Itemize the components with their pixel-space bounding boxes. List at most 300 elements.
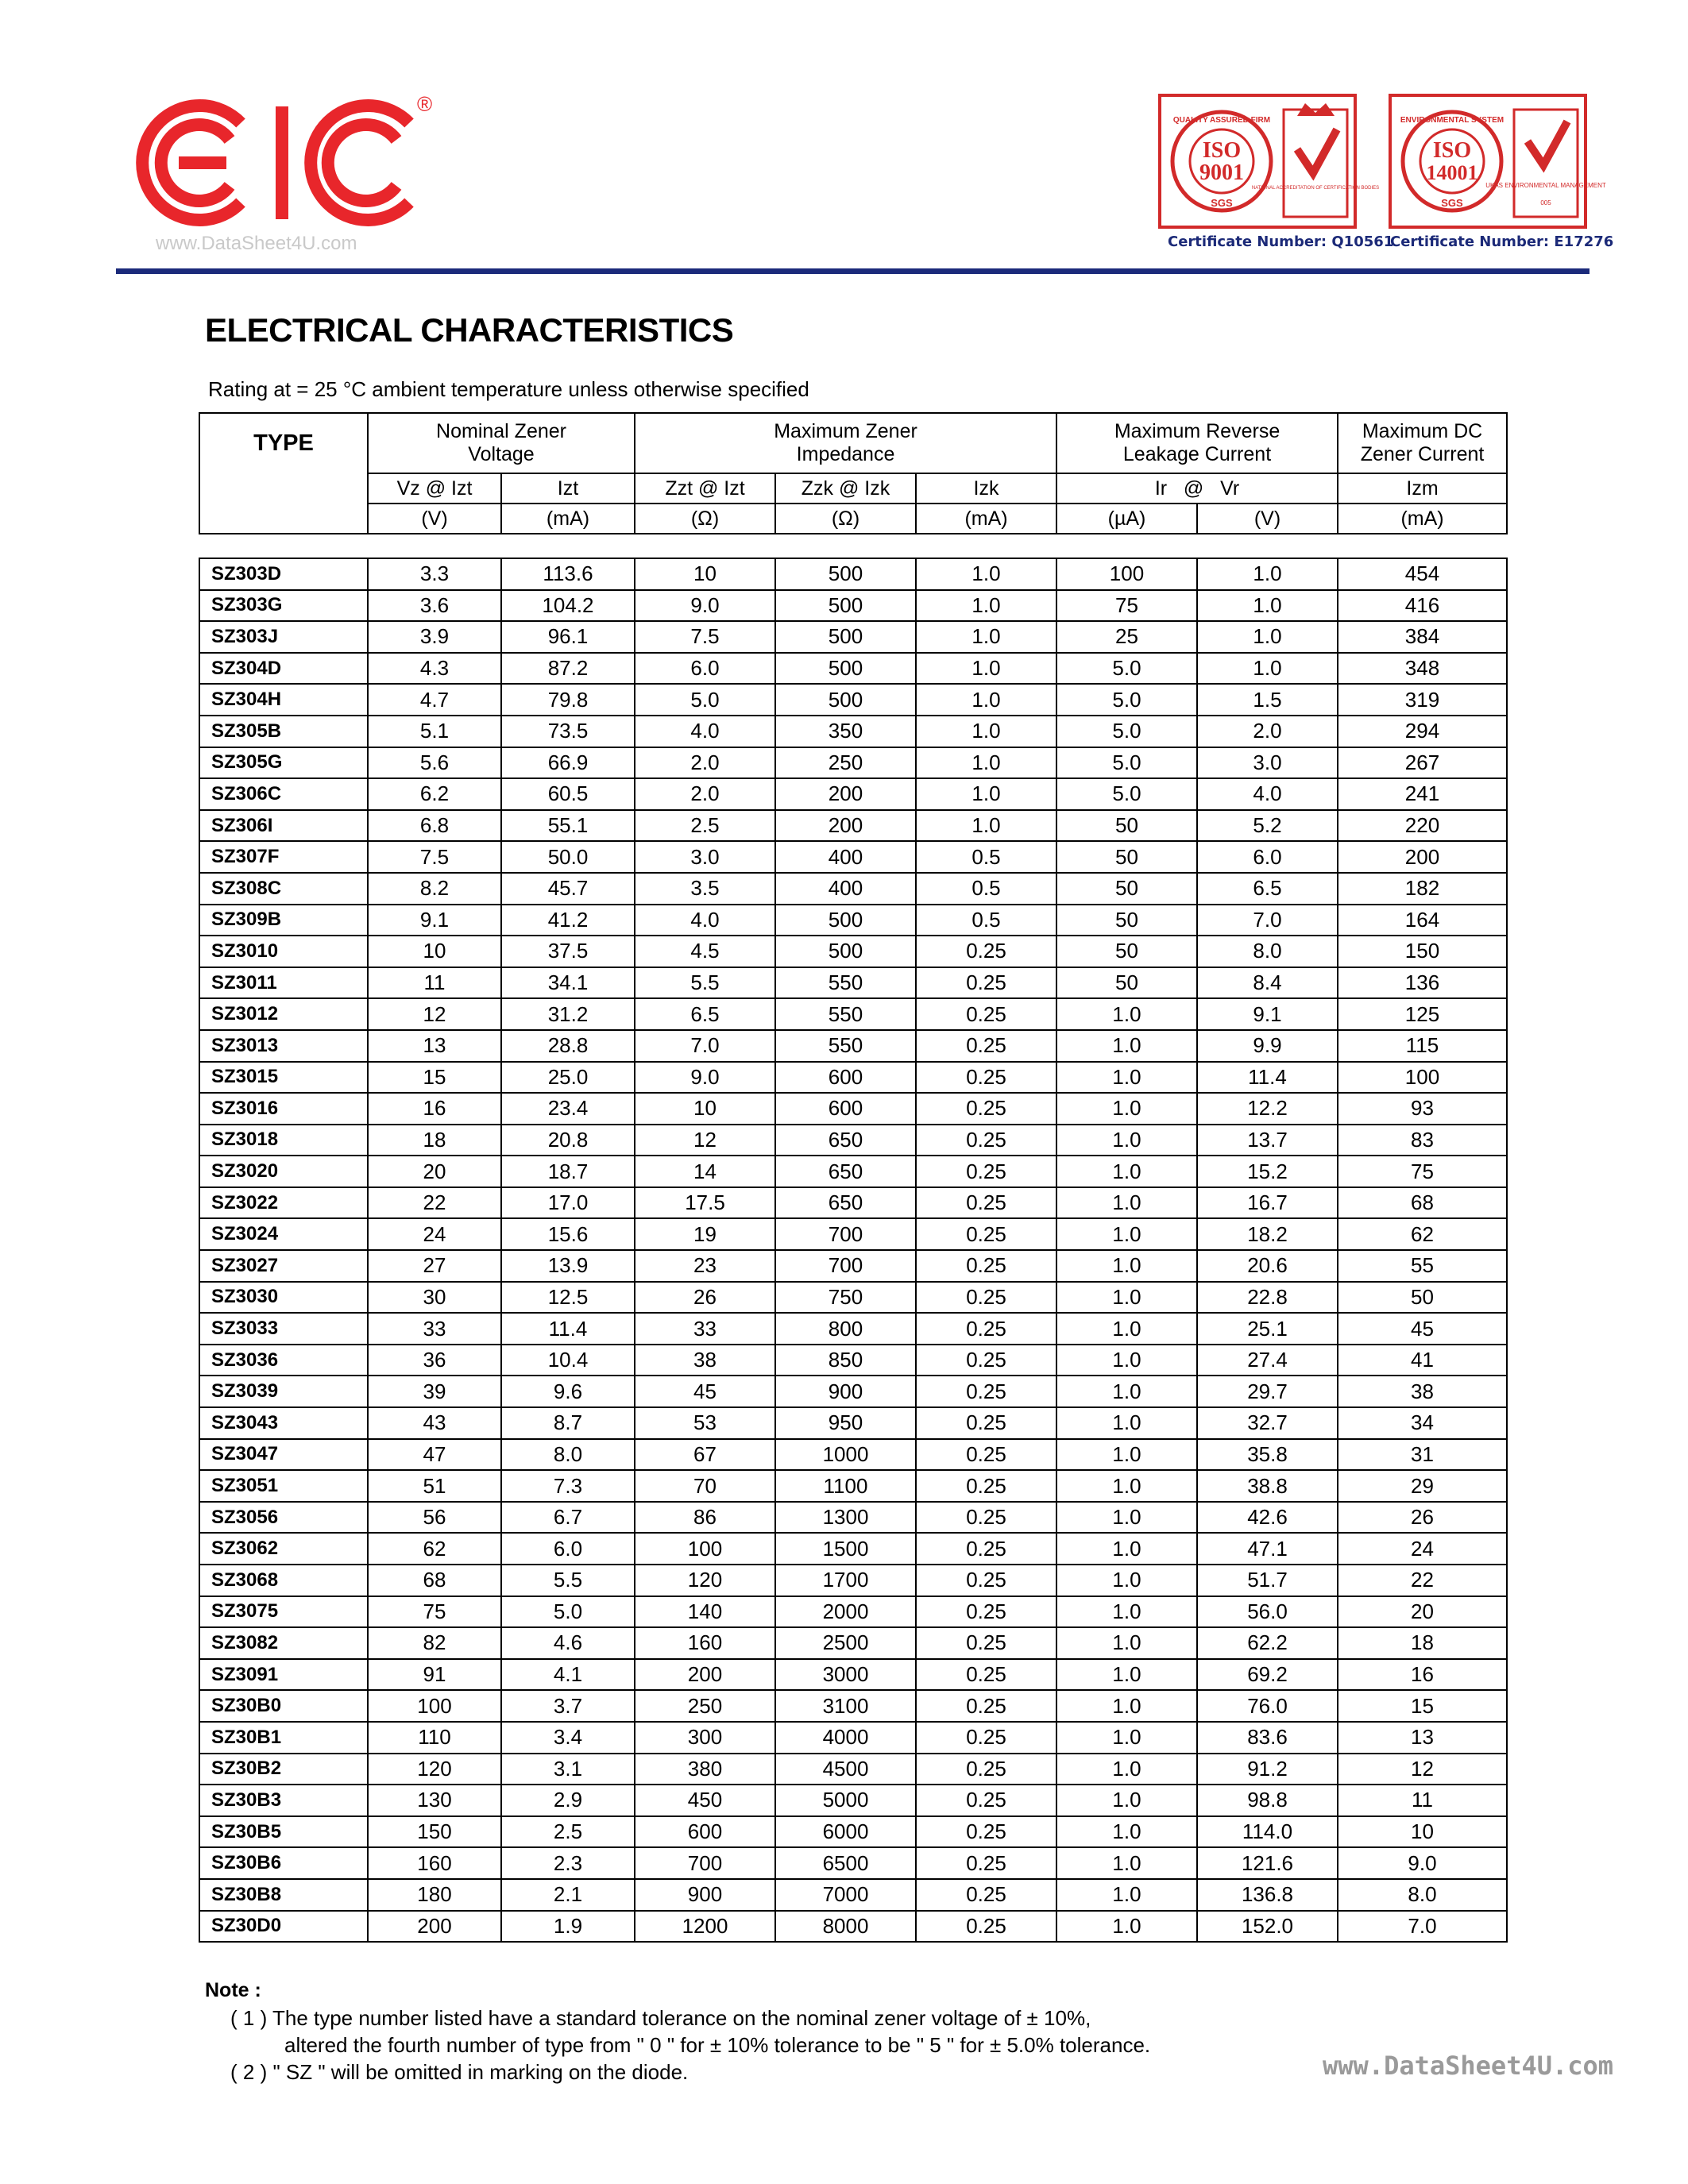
cell-izt: 13.9 <box>501 1250 635 1282</box>
cell-izt: 55.1 <box>501 810 635 842</box>
cell-type: SZ308C <box>199 873 368 905</box>
cell-type: SZ3016 <box>199 1093 368 1125</box>
table-row <box>199 905 1507 936</box>
cell-ir: 1.0 <box>1056 1407 1197 1439</box>
table-row <box>199 1785 1507 1816</box>
cell-vz: 4.3 <box>368 653 501 685</box>
cell-izt: 41.2 <box>501 905 635 936</box>
cell-izm: 267 <box>1338 747 1507 779</box>
cell-izt: 25.0 <box>501 1062 635 1094</box>
cell-izk: 0.25 <box>916 1218 1056 1250</box>
note-2: ( 2 ) " SZ " will be omitted in marking on the diode. <box>230 2060 689 2084</box>
cell-vr: 114.0 <box>1197 1816 1338 1848</box>
table-row <box>199 873 1507 905</box>
table-row <box>199 841 1507 873</box>
cell-zzk: 600 <box>775 1093 916 1125</box>
cell-zzt: 17.5 <box>635 1187 775 1219</box>
cell-izm: 348 <box>1338 653 1507 685</box>
cell-izk: 0.5 <box>916 905 1056 936</box>
cell-vr: 76.0 <box>1197 1690 1338 1722</box>
cell-zzt: 86 <box>635 1502 775 1534</box>
cell-vr: 62.2 <box>1197 1627 1338 1659</box>
cell-zzk: 500 <box>775 905 916 936</box>
cell-vr: 56.0 <box>1197 1596 1338 1628</box>
unit-v: (V) <box>1197 504 1338 534</box>
cell-izt: 12.5 <box>501 1282 635 1314</box>
cell-zzk: 1300 <box>775 1502 916 1534</box>
cell-zzt: 7.0 <box>635 1030 775 1062</box>
watermark-bottom: www.DataSheet4U.com <box>1323 2051 1614 2081</box>
cell-vz: 20 <box>368 1156 501 1187</box>
cell-zzk: 400 <box>775 873 916 905</box>
cell-ir: 1.0 <box>1056 1093 1197 1125</box>
cell-izm: 62 <box>1338 1218 1507 1250</box>
cell-vz: 5.6 <box>368 747 501 779</box>
cert2-side: UKAS ENVIRONMENTAL MANAGEMENT <box>1485 182 1606 189</box>
cell-izt: 2.5 <box>501 1816 635 1848</box>
cell-vz: 33 <box>368 1313 501 1345</box>
table-row <box>199 653 1507 685</box>
cell-izk: 0.25 <box>916 1439 1056 1471</box>
cert2-code: 005 <box>1540 199 1551 206</box>
cell-izk: 0.25 <box>916 1816 1056 1848</box>
cell-zzt: 53 <box>635 1407 775 1439</box>
eic-logo <box>147 87 433 238</box>
table-row <box>199 558 1507 590</box>
cell-izt: 37.5 <box>501 936 635 967</box>
cell-vz: 56 <box>368 1502 501 1534</box>
cell-zzk: 250 <box>775 747 916 779</box>
cell-ir: 1.0 <box>1056 1062 1197 1094</box>
table-row <box>199 1156 1507 1187</box>
cell-izm: 384 <box>1338 621 1507 653</box>
cell-zzt: 450 <box>635 1785 775 1816</box>
cell-izm: 416 <box>1338 590 1507 622</box>
cert1-side: NATIONAL ACCREDITATION OF CERTIFICATION BODIES <box>1251 186 1380 191</box>
cell-type: SZ30D0 <box>199 1911 368 1943</box>
cell-izm: 75 <box>1338 1156 1507 1187</box>
cell-ir: 1.0 <box>1056 1785 1197 1816</box>
cell-vr: 27.4 <box>1197 1345 1338 1376</box>
cell-izk: 0.25 <box>916 1313 1056 1345</box>
cell-type: SZ3047 <box>199 1439 368 1471</box>
cell-vz: 200 <box>368 1911 501 1943</box>
cell-izk: 0.25 <box>916 1376 1056 1407</box>
type-header-blank <box>199 473 368 534</box>
cell-izm: 11 <box>1338 1785 1507 1816</box>
cell-vz: 18 <box>368 1125 501 1156</box>
cell-type: SZ3012 <box>199 998 368 1030</box>
cell-izt: 18.7 <box>501 1156 635 1187</box>
cell-vz: 3.6 <box>368 590 501 622</box>
unit-ua: (µA) <box>1056 504 1197 534</box>
cell-izt: 73.5 <box>501 716 635 747</box>
cell-vr: 91.2 <box>1197 1754 1338 1785</box>
table-row <box>199 1062 1507 1094</box>
cell-izt: 45.7 <box>501 873 635 905</box>
maximum-dc-zener-current-header: Maximum DC Zener Current <box>1338 413 1507 473</box>
cell-izk: 0.25 <box>916 1911 1056 1943</box>
cell-ir: 5.0 <box>1056 747 1197 779</box>
cell-vr: 51.7 <box>1197 1565 1338 1596</box>
cell-vz: 160 <box>368 1847 501 1879</box>
cell-zzk: 350 <box>775 716 916 747</box>
cell-zzt: 1200 <box>635 1911 775 1943</box>
cell-vr: 25.1 <box>1197 1313 1338 1345</box>
cell-izt: 28.8 <box>501 1030 635 1062</box>
iso14001-certificate-badge <box>1389 94 1606 229</box>
param-zzk-izk: Zzk @ Izk <box>775 473 916 504</box>
cell-type: SZ3056 <box>199 1502 368 1534</box>
cell-ir: 1.0 <box>1056 1847 1197 1879</box>
cell-izt: 3.1 <box>501 1754 635 1785</box>
cell-type: SZ30B1 <box>199 1722 368 1754</box>
cell-vz: 130 <box>368 1785 501 1816</box>
cell-zzk: 1100 <box>775 1470 916 1502</box>
cell-izt: 96.1 <box>501 621 635 653</box>
cell-zzt: 600 <box>635 1816 775 1848</box>
cell-izt: 4.6 <box>501 1627 635 1659</box>
cell-izt: 6.0 <box>501 1533 635 1565</box>
cell-izk: 0.25 <box>916 1407 1056 1439</box>
cell-izk: 0.25 <box>916 1847 1056 1879</box>
cell-ir: 5.0 <box>1056 778 1197 810</box>
cell-type: SZ3036 <box>199 1345 368 1376</box>
cell-izk: 0.25 <box>916 1785 1056 1816</box>
cell-izk: 1.0 <box>916 684 1056 716</box>
param-izm: Izm <box>1338 473 1507 504</box>
cell-izt: 2.1 <box>501 1879 635 1911</box>
cell-izk: 1.0 <box>916 778 1056 810</box>
cell-izt: 9.6 <box>501 1376 635 1407</box>
rating-conditions: Rating at = 25 °C ambient temperature unless otherwise specified <box>208 377 809 401</box>
cell-zzk: 850 <box>775 1345 916 1376</box>
cell-vz: 10 <box>368 936 501 967</box>
cell-izm: 18 <box>1338 1627 1507 1659</box>
cell-vr: 6.0 <box>1197 841 1338 873</box>
cell-vr: 5.2 <box>1197 810 1338 842</box>
cell-vz: 12 <box>368 998 501 1030</box>
cell-zzk: 700 <box>775 1218 916 1250</box>
table-row <box>199 1345 1507 1376</box>
cell-type: SZ3011 <box>199 967 368 999</box>
table-row <box>199 1218 1507 1250</box>
cell-ir: 1.0 <box>1056 1596 1197 1628</box>
cell-izt: 6.7 <box>501 1502 635 1534</box>
cell-izt: 17.0 <box>501 1187 635 1219</box>
cell-zzk: 3000 <box>775 1659 916 1691</box>
cell-zzt: 12 <box>635 1125 775 1156</box>
param-izt: Izt <box>501 473 635 504</box>
cell-izk: 0.25 <box>916 1093 1056 1125</box>
unit-ohm: (Ω) <box>775 504 916 534</box>
cell-zzk: 550 <box>775 998 916 1030</box>
cell-zzk: 500 <box>775 590 916 622</box>
cell-vz: 82 <box>368 1627 501 1659</box>
cell-ir: 50 <box>1056 841 1197 873</box>
cell-izk: 0.25 <box>916 1030 1056 1062</box>
cell-izm: 68 <box>1338 1187 1507 1219</box>
cell-vz: 8.2 <box>368 873 501 905</box>
cell-ir: 1.0 <box>1056 1565 1197 1596</box>
cell-izt: 60.5 <box>501 778 635 810</box>
cell-vr: 152.0 <box>1197 1911 1338 1943</box>
cell-vr: 35.8 <box>1197 1439 1338 1471</box>
cell-izk: 0.25 <box>916 1125 1056 1156</box>
cell-ir: 5.0 <box>1056 653 1197 685</box>
cell-ir: 1.0 <box>1056 998 1197 1030</box>
cell-izk: 0.25 <box>916 1250 1056 1282</box>
cell-type: SZ303G <box>199 590 368 622</box>
cell-type: SZ3013 <box>199 1030 368 1062</box>
cell-zzt: 38 <box>635 1345 775 1376</box>
table-row <box>199 1879 1507 1911</box>
cell-izm: 34 <box>1338 1407 1507 1439</box>
table-row <box>199 810 1507 842</box>
table-row <box>199 1093 1507 1125</box>
table-row <box>199 1847 1507 1879</box>
cell-izk: 0.25 <box>916 998 1056 1030</box>
cell-izm: 125 <box>1338 998 1507 1030</box>
cell-izt: 5.0 <box>501 1596 635 1628</box>
cell-ir: 1.0 <box>1056 1533 1197 1565</box>
cell-vr: 22.8 <box>1197 1282 1338 1314</box>
cell-izt: 2.3 <box>501 1847 635 1879</box>
cell-vr: 47.1 <box>1197 1533 1338 1565</box>
cell-ir: 50 <box>1056 967 1197 999</box>
cell-type: SZ3022 <box>199 1187 368 1219</box>
cell-izt: 3.7 <box>501 1690 635 1722</box>
cell-zzt: 4.0 <box>635 905 775 936</box>
table-row <box>199 1659 1507 1691</box>
table-row <box>199 1722 1507 1754</box>
cell-ir: 100 <box>1056 558 1197 590</box>
cell-izt: 113.6 <box>501 558 635 590</box>
cell-izk: 0.5 <box>916 873 1056 905</box>
cell-izk: 0.25 <box>916 1596 1056 1628</box>
cell-izt: 3.4 <box>501 1722 635 1754</box>
table-row <box>199 621 1507 653</box>
note-1-continued: altered the fourth number of type from " 0 " for ± 10% tolerance to be " 5 " for ± 5.0% tolerance. <box>284 2033 1151 2057</box>
cell-zzk: 4000 <box>775 1722 916 1754</box>
cell-type: SZ3018 <box>199 1125 368 1156</box>
cell-izm: 100 <box>1338 1062 1507 1094</box>
cell-zzk: 400 <box>775 841 916 873</box>
table-row <box>199 1565 1507 1596</box>
cell-vz: 24 <box>368 1218 501 1250</box>
cell-vz: 43 <box>368 1407 501 1439</box>
cell-izm: 13 <box>1338 1722 1507 1754</box>
cell-zzt: 120 <box>635 1565 775 1596</box>
cell-zzt: 9.0 <box>635 1062 775 1094</box>
table-row <box>199 716 1507 747</box>
cell-izk: 0.25 <box>916 1565 1056 1596</box>
cell-ir: 1.0 <box>1056 1156 1197 1187</box>
cell-ir: 50 <box>1056 936 1197 967</box>
cell-izk: 0.25 <box>916 1627 1056 1659</box>
unit-ohm: (Ω) <box>635 504 775 534</box>
cell-ir: 1.0 <box>1056 1659 1197 1691</box>
cell-type: SZ305G <box>199 747 368 779</box>
cell-vz: 68 <box>368 1565 501 1596</box>
cell-izm: 50 <box>1338 1282 1507 1314</box>
unit-ma: (mA) <box>1338 504 1507 534</box>
cell-izm: 41 <box>1338 1345 1507 1376</box>
cell-izm: 45 <box>1338 1313 1507 1345</box>
cell-type: SZ3010 <box>199 936 368 967</box>
table-row <box>199 1187 1507 1219</box>
nominal-zener-voltage-header: Nominal Zener Voltage <box>368 413 635 473</box>
cell-vz: 3.9 <box>368 621 501 653</box>
cell-vr: 1.5 <box>1197 684 1338 716</box>
cell-izk: 0.5 <box>916 841 1056 873</box>
cell-vr: 69.2 <box>1197 1659 1338 1691</box>
cell-type: SZ30B2 <box>199 1754 368 1785</box>
cell-vr: 4.0 <box>1197 778 1338 810</box>
type-header: TYPE <box>199 413 368 473</box>
cell-izm: 8.0 <box>1338 1879 1507 1911</box>
cell-vz: 6.8 <box>368 810 501 842</box>
cell-vr: 13.7 <box>1197 1125 1338 1156</box>
characteristics-data-table <box>199 558 1508 1943</box>
cell-vr: 8.0 <box>1197 936 1338 967</box>
cell-ir: 50 <box>1056 905 1197 936</box>
cert1-sgs: SGS <box>1211 197 1233 209</box>
cell-zzk: 650 <box>775 1187 916 1219</box>
cell-vr: 16.7 <box>1197 1187 1338 1219</box>
cell-vr: 38.8 <box>1197 1470 1338 1502</box>
cell-zzk: 6500 <box>775 1847 916 1879</box>
unit-v: (V) <box>368 504 501 534</box>
cell-zzk: 900 <box>775 1376 916 1407</box>
cell-zzt: 45 <box>635 1376 775 1407</box>
cell-vz: 47 <box>368 1439 501 1471</box>
cell-izt: 104.2 <box>501 590 635 622</box>
cell-type: SZ3024 <box>199 1218 368 1250</box>
cell-izk: 0.25 <box>916 1156 1056 1187</box>
unit-ma: (mA) <box>501 504 635 534</box>
cell-vz: 3.3 <box>368 558 501 590</box>
cell-type: SZ3027 <box>199 1250 368 1282</box>
cell-ir: 1.0 <box>1056 1345 1197 1376</box>
cert2-sgs: SGS <box>1441 197 1463 209</box>
cell-type: SZ30B5 <box>199 1816 368 1848</box>
cell-type: SZ3082 <box>199 1627 368 1659</box>
cell-ir: 1.0 <box>1056 1218 1197 1250</box>
cell-type: SZ3062 <box>199 1533 368 1565</box>
cell-type: SZ3091 <box>199 1659 368 1691</box>
param-izk: Izk <box>916 473 1056 504</box>
cell-ir: 1.0 <box>1056 1690 1197 1722</box>
cell-vr: 121.6 <box>1197 1847 1338 1879</box>
cell-zzt: 3.0 <box>635 841 775 873</box>
cell-izm: 7.0 <box>1338 1911 1507 1943</box>
cell-ir: 1.0 <box>1056 1376 1197 1407</box>
cell-izk: 0.25 <box>916 1187 1056 1219</box>
cell-zzk: 600 <box>775 1062 916 1094</box>
cell-izt: 8.7 <box>501 1407 635 1439</box>
cell-izk: 1.0 <box>916 810 1056 842</box>
cell-izm: 9.0 <box>1338 1847 1507 1879</box>
cell-vz: 120 <box>368 1754 501 1785</box>
param-vz-izt: Vz @ Izt <box>368 473 501 504</box>
cell-ir: 50 <box>1056 873 1197 905</box>
table-row <box>199 1407 1507 1439</box>
cell-izm: 150 <box>1338 936 1507 967</box>
cell-ir: 1.0 <box>1056 1754 1197 1785</box>
cell-type: SZ303D <box>199 558 368 590</box>
cell-ir: 1.0 <box>1056 1030 1197 1062</box>
cell-vz: 13 <box>368 1030 501 1062</box>
page-title: ELECTRICAL CHARACTERISTICS <box>205 311 734 349</box>
cell-vr: 20.6 <box>1197 1250 1338 1282</box>
cell-zzk: 5000 <box>775 1785 916 1816</box>
cell-type: SZ305B <box>199 716 368 747</box>
cell-vr: 9.9 <box>1197 1030 1338 1062</box>
cell-izt: 5.5 <box>501 1565 635 1596</box>
cell-zzt: 14 <box>635 1156 775 1187</box>
cell-zzt: 33 <box>635 1313 775 1345</box>
cell-izk: 0.25 <box>916 1062 1056 1094</box>
cell-izk: 0.25 <box>916 967 1056 999</box>
cell-zzt: 70 <box>635 1470 775 1502</box>
cell-ir: 1.0 <box>1056 1282 1197 1314</box>
cell-izt: 7.3 <box>501 1470 635 1502</box>
cell-izk: 0.25 <box>916 1690 1056 1722</box>
cell-izm: 220 <box>1338 810 1507 842</box>
table-row <box>199 747 1507 779</box>
cell-izk: 0.25 <box>916 1502 1056 1534</box>
cell-zzk: 800 <box>775 1313 916 1345</box>
cell-vz: 9.1 <box>368 905 501 936</box>
cell-izk: 1.0 <box>916 653 1056 685</box>
cell-type: SZ3033 <box>199 1313 368 1345</box>
cell-vz: 36 <box>368 1345 501 1376</box>
cell-izm: 136 <box>1338 967 1507 999</box>
cell-zzt: 4.5 <box>635 936 775 967</box>
cell-type: SZ303J <box>199 621 368 653</box>
cert2-line1: ENVIRONMENTAL SYSTEM <box>1400 116 1505 125</box>
cell-zzt: 200 <box>635 1659 775 1691</box>
cell-ir: 1.0 <box>1056 1250 1197 1282</box>
table-row <box>199 1533 1507 1565</box>
cell-vr: 18.2 <box>1197 1218 1338 1250</box>
table-row <box>199 1816 1507 1848</box>
cell-vr: 136.8 <box>1197 1879 1338 1911</box>
cell-zzk: 650 <box>775 1156 916 1187</box>
cell-zzt: 5.5 <box>635 967 775 999</box>
table-row <box>199 1911 1507 1943</box>
cell-zzt: 5.0 <box>635 684 775 716</box>
cell-izk: 1.0 <box>916 590 1056 622</box>
cell-zzk: 500 <box>775 621 916 653</box>
cell-zzk: 1700 <box>775 1565 916 1596</box>
cell-ir: 75 <box>1056 590 1197 622</box>
cell-izt: 20.8 <box>501 1125 635 1156</box>
cell-ir: 1.0 <box>1056 1439 1197 1471</box>
characteristics-header-table <box>199 412 1508 534</box>
cell-ir: 1.0 <box>1056 1816 1197 1848</box>
param-zzt-izt: Zzt @ Izt <box>635 473 775 504</box>
cell-zzt: 380 <box>635 1754 775 1785</box>
table-row <box>199 1627 1507 1659</box>
cell-ir: 1.0 <box>1056 1627 1197 1659</box>
table-row <box>199 1125 1507 1156</box>
cell-izm: 24 <box>1338 1533 1507 1565</box>
param-ir-vr: Ir @ Vr <box>1056 473 1338 504</box>
cell-vr: 15.2 <box>1197 1156 1338 1187</box>
cell-zzt: 10 <box>635 1093 775 1125</box>
